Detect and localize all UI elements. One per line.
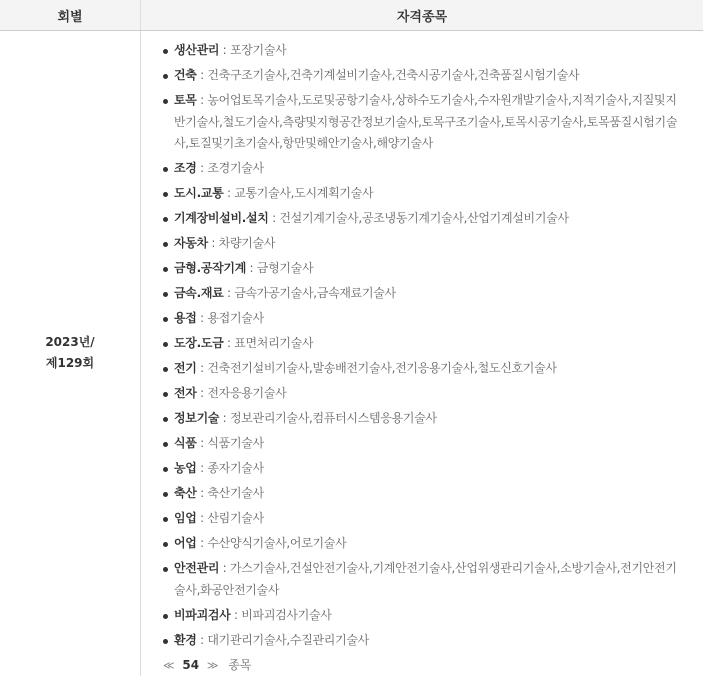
list-item bbox=[163, 40, 687, 62]
bullet-icon bbox=[163, 614, 168, 619]
item-category: 금속.재료 bbox=[174, 286, 224, 300]
item-qualifications: 수산양식기술사,어로기술사 bbox=[207, 536, 347, 550]
prev-arrow-icon[interactable]: ≪ bbox=[163, 658, 175, 672]
list-item bbox=[163, 358, 687, 380]
list-item bbox=[163, 183, 687, 205]
pager bbox=[141, 655, 703, 676]
bullet-icon bbox=[163, 49, 168, 54]
bullet-icon bbox=[163, 492, 168, 497]
list-item bbox=[163, 258, 687, 280]
bullet-icon bbox=[163, 242, 168, 247]
item-category: 도시.교통 bbox=[174, 186, 224, 200]
item-separator: : bbox=[196, 361, 208, 375]
item-qualifications: 종자기술사 bbox=[207, 461, 264, 475]
bullet-icon bbox=[163, 267, 168, 272]
bullet-icon bbox=[163, 442, 168, 447]
list-item bbox=[163, 158, 687, 180]
bullet-icon bbox=[163, 167, 168, 172]
bullet-icon bbox=[163, 342, 168, 347]
item-separator: : bbox=[196, 386, 208, 400]
item-qualifications: 식품기술사 bbox=[207, 436, 264, 450]
list-item bbox=[163, 558, 687, 601]
bullet-icon bbox=[163, 317, 168, 322]
list-item bbox=[163, 408, 687, 430]
item-qualifications: 용접기술사 bbox=[207, 311, 264, 325]
item-qualifications: 축산기술사 bbox=[207, 486, 264, 500]
bullet-icon bbox=[163, 74, 168, 79]
list-item bbox=[163, 533, 687, 555]
item-category: 자동차 bbox=[174, 236, 208, 250]
item-qualifications: 대기관리기술사,수질관리기술사 bbox=[207, 632, 369, 647]
item-separator: : bbox=[207, 236, 219, 250]
item-separator: : bbox=[196, 486, 208, 500]
item-category: 환경 bbox=[174, 632, 197, 647]
list-item bbox=[163, 483, 687, 505]
item-category: 임업 bbox=[174, 511, 197, 525]
item-category: 전기 bbox=[174, 361, 197, 375]
item-qualifications: 농어업토목기술사,도로및공항기술사,상하수도기술사,수자원개발기술사,지적기술사,지질및지반기술사,철도기술사,측량및지형공간정보기술사,토목구조기술사,토목시공기술사,토목품질시험기술사,토질및기초기술사,항만및해안기술사,해양기술사 bbox=[174, 93, 678, 150]
list-item bbox=[163, 308, 687, 330]
bullet-icon bbox=[163, 292, 168, 297]
item-separator: : bbox=[219, 561, 230, 575]
item-separator: : bbox=[196, 68, 208, 82]
item-category: 농업 bbox=[174, 461, 197, 475]
item-qualifications: 차량기술사 bbox=[218, 236, 276, 250]
item-category: 식품 bbox=[174, 436, 197, 450]
list-item bbox=[163, 605, 687, 627]
list-item bbox=[163, 333, 687, 355]
item-separator: : bbox=[223, 286, 235, 300]
item-qualifications: 전자응용기술사 bbox=[207, 386, 287, 400]
bullet-icon bbox=[163, 517, 168, 522]
item-category: 축산 bbox=[174, 486, 197, 500]
bullet-icon bbox=[163, 639, 168, 644]
item-category: 기계장비설비.설치 bbox=[174, 211, 269, 225]
item-qualifications: 포장기술사 bbox=[229, 43, 287, 57]
item-category: 용접 bbox=[174, 311, 197, 325]
item-separator: : bbox=[230, 607, 242, 622]
item-category: 조경 bbox=[174, 161, 197, 175]
item-separator: : bbox=[196, 311, 208, 325]
table-row bbox=[0, 31, 703, 676]
list-item bbox=[163, 65, 687, 87]
item-qualifications: 금속가공기술사,금속재료기술사 bbox=[234, 286, 396, 300]
items-cell bbox=[141, 31, 703, 676]
bullet-icon bbox=[163, 567, 168, 572]
item-separator: : bbox=[196, 461, 208, 475]
round-cell bbox=[0, 31, 141, 676]
item-separator: : bbox=[196, 93, 208, 107]
round-year: 2023년/ bbox=[45, 335, 95, 350]
table-header-row bbox=[0, 0, 703, 31]
list-item bbox=[163, 508, 687, 530]
item-count: 54 bbox=[182, 657, 200, 672]
item-separator: : bbox=[196, 511, 208, 525]
item-category: 안전관리 bbox=[174, 561, 220, 575]
item-qualifications: 건축구조기술사,건축기계설비기술사,건축시공기술사,건축품질시험기술사 bbox=[207, 68, 580, 82]
item-qualifications: 표면처리기술사 bbox=[234, 336, 314, 350]
item-category: 비파괴검사 bbox=[174, 607, 231, 622]
list-item bbox=[163, 90, 687, 155]
item-category: 도장.도금 bbox=[174, 336, 224, 350]
item-count-label: 종목 bbox=[228, 657, 252, 672]
list-item bbox=[163, 383, 687, 405]
list-item bbox=[163, 433, 687, 455]
item-qualifications: 교통기술사,도시계획기술사 bbox=[234, 186, 374, 200]
item-separator: : bbox=[219, 43, 230, 57]
item-separator: : bbox=[223, 336, 235, 350]
item-qualifications: 건축전기설비기술사,발송배전기술사,전기응용기술사,철도신호기술사 bbox=[207, 361, 557, 375]
item-category: 생산관리 bbox=[174, 43, 220, 57]
item-category: 정보기술 bbox=[174, 411, 220, 425]
item-separator: : bbox=[196, 436, 208, 450]
list-item bbox=[163, 208, 687, 230]
bullet-icon bbox=[163, 192, 168, 197]
item-qualifications: 비파괴검사기술사 bbox=[241, 607, 332, 622]
bullet-icon bbox=[163, 217, 168, 222]
bullet-icon bbox=[163, 467, 168, 472]
item-category: 토목 bbox=[174, 93, 197, 107]
item-category: 전자 bbox=[174, 386, 197, 400]
item-separator: : bbox=[219, 411, 230, 425]
item-separator: : bbox=[196, 161, 208, 175]
item-qualifications: 건설기계기술사,공조냉동기계기술사,산업기계설비기술사 bbox=[279, 211, 569, 225]
item-qualifications: 가스기술사,건설안전기술사,기계안전기술사,산업위생관리기술사,소방기술사,전기안전기술사,화공안전기술사 bbox=[174, 561, 677, 597]
item-separator: : bbox=[246, 261, 257, 275]
item-qualifications: 조경기술사 bbox=[207, 161, 264, 175]
item-category: 어업 bbox=[174, 536, 197, 550]
bullet-icon bbox=[163, 392, 168, 397]
item-separator: : bbox=[196, 632, 208, 647]
list-item bbox=[163, 630, 687, 652]
item-qualifications: 정보관리기술사,컴퓨터시스템응용기술사 bbox=[229, 411, 437, 425]
item-list bbox=[141, 31, 703, 651]
bullet-icon bbox=[163, 99, 168, 104]
item-separator: : bbox=[223, 186, 235, 200]
list-item bbox=[163, 283, 687, 305]
item-separator: : bbox=[268, 211, 280, 225]
item-category: 건축 bbox=[174, 68, 197, 82]
header-items: 자격종목 bbox=[141, 0, 703, 31]
bullet-icon bbox=[163, 542, 168, 547]
list-item bbox=[163, 458, 687, 480]
bullet-icon bbox=[163, 367, 168, 372]
bullet-icon bbox=[163, 417, 168, 422]
round-number: 제129회 bbox=[45, 356, 95, 371]
header-round: 회별 bbox=[0, 0, 141, 31]
item-separator: : bbox=[196, 536, 208, 550]
item-qualifications: 금형기술사 bbox=[256, 261, 314, 275]
item-category: 금형.공작기계 bbox=[174, 261, 247, 275]
item-qualifications: 산림기술사 bbox=[207, 511, 264, 525]
next-arrow-icon[interactable]: ≫ bbox=[206, 658, 219, 672]
list-item bbox=[163, 233, 687, 255]
